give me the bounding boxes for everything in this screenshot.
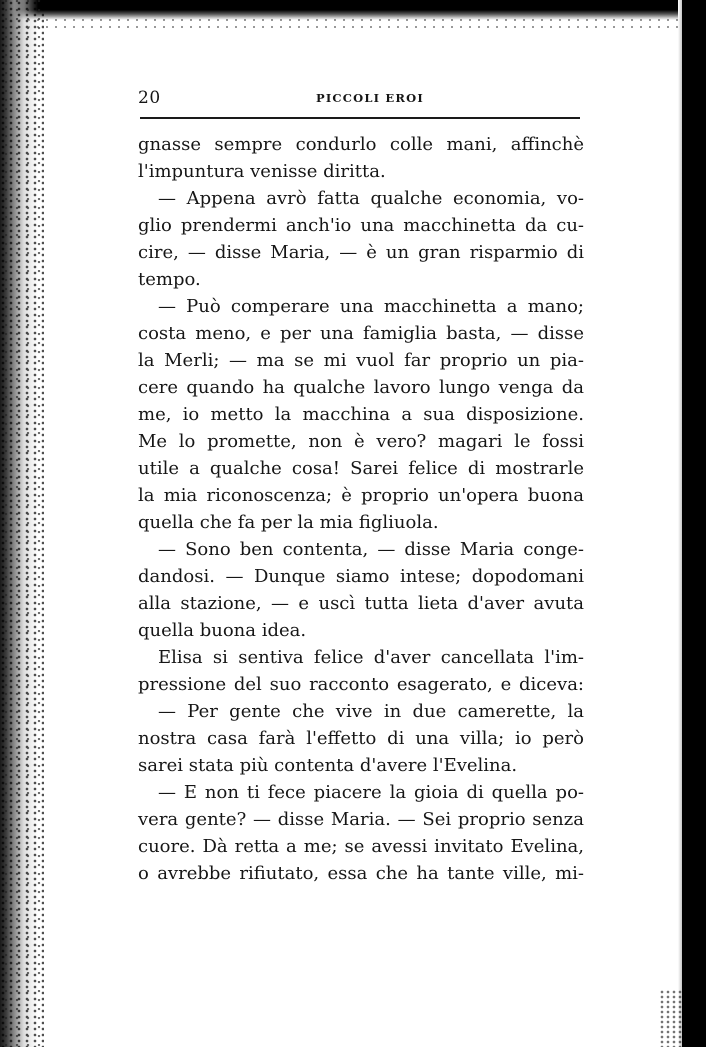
- text-line: utile a qualche cosa! Sarei felice di mostrarle: [138, 458, 584, 479]
- text-line: la mia riconoscenza; è proprio un'opera buona: [138, 485, 584, 506]
- text-line: cere quando ha qualche lavoro lungo venga da: [138, 377, 584, 398]
- running-title: PICCOLI EROI: [316, 91, 424, 105]
- text-line: pressione del suo racconto esagerato, e diceva:: [138, 674, 584, 695]
- text-line: costa meno, e per una famiglia basta, — disse: [138, 323, 584, 344]
- text-line: la Merli; — ma se mi vuol far proprio un pia-: [138, 350, 584, 371]
- text-line: me, io metto la macchina a sua disposizione.: [138, 404, 584, 425]
- text-line: — Sono ben contenta, — disse Maria conge-: [158, 539, 584, 560]
- running-head: [138, 88, 580, 112]
- scan-top-speckle: [0, 18, 706, 32]
- text-line: sarei stata più contenta d'avere l'Evelina.: [138, 755, 518, 776]
- text-line: dandosi. — Dunque siamo intese; dopodomani: [138, 566, 584, 587]
- text-line: l'impuntura venisse diritta.: [138, 161, 386, 182]
- scan-right-border: [682, 0, 706, 1047]
- text-line: Me lo promette, non è vero? magari le fossi: [138, 431, 584, 452]
- text-line: cuore. Dà retta a me; se avessi invitato Evelina,: [138, 836, 584, 857]
- text-line: — Può comperare una macchinetta a mano;: [158, 296, 584, 317]
- text-line: gnasse sempre condurlo colle mani, affinchè: [138, 134, 584, 155]
- text-line: — Per gente che vive in due camerette, la: [158, 701, 584, 722]
- text-line: cire, — disse Maria, — è un gran risparmio di: [138, 242, 584, 263]
- text-line: quella buona idea.: [138, 620, 307, 641]
- scan-top-border: [0, 0, 706, 20]
- text-line: quella che fa per la mia figliuola.: [138, 512, 439, 533]
- scan-corner-speckle: [660, 990, 684, 1047]
- body-text: [138, 131, 584, 887]
- page-number: 20: [138, 88, 161, 108]
- scan-left-speckle: [0, 0, 44, 1047]
- text-line: vera gente? — disse Maria. — Sei proprio senza: [138, 809, 584, 830]
- text-line: glio prendermi anch'io una macchinetta da cu-: [138, 215, 584, 236]
- header-rule: [140, 117, 580, 119]
- text-line: alla stazione, — e uscì tutta lieta d'aver avuta: [138, 593, 584, 614]
- text-line: — E non ti fece piacere la gioia di quella po-: [158, 782, 584, 803]
- text-line: tempo.: [138, 269, 201, 290]
- text-line: nostra casa farà l'effetto di una villa; io però: [138, 728, 584, 749]
- text-line: — Appena avrò fatta qualche economia, vo-: [158, 188, 584, 209]
- text-line: Elisa si sentiva felice d'aver cancellata l'im-: [158, 647, 584, 668]
- text-line: o avrebbe rifiutato, essa che ha tante ville, mi-: [138, 863, 584, 884]
